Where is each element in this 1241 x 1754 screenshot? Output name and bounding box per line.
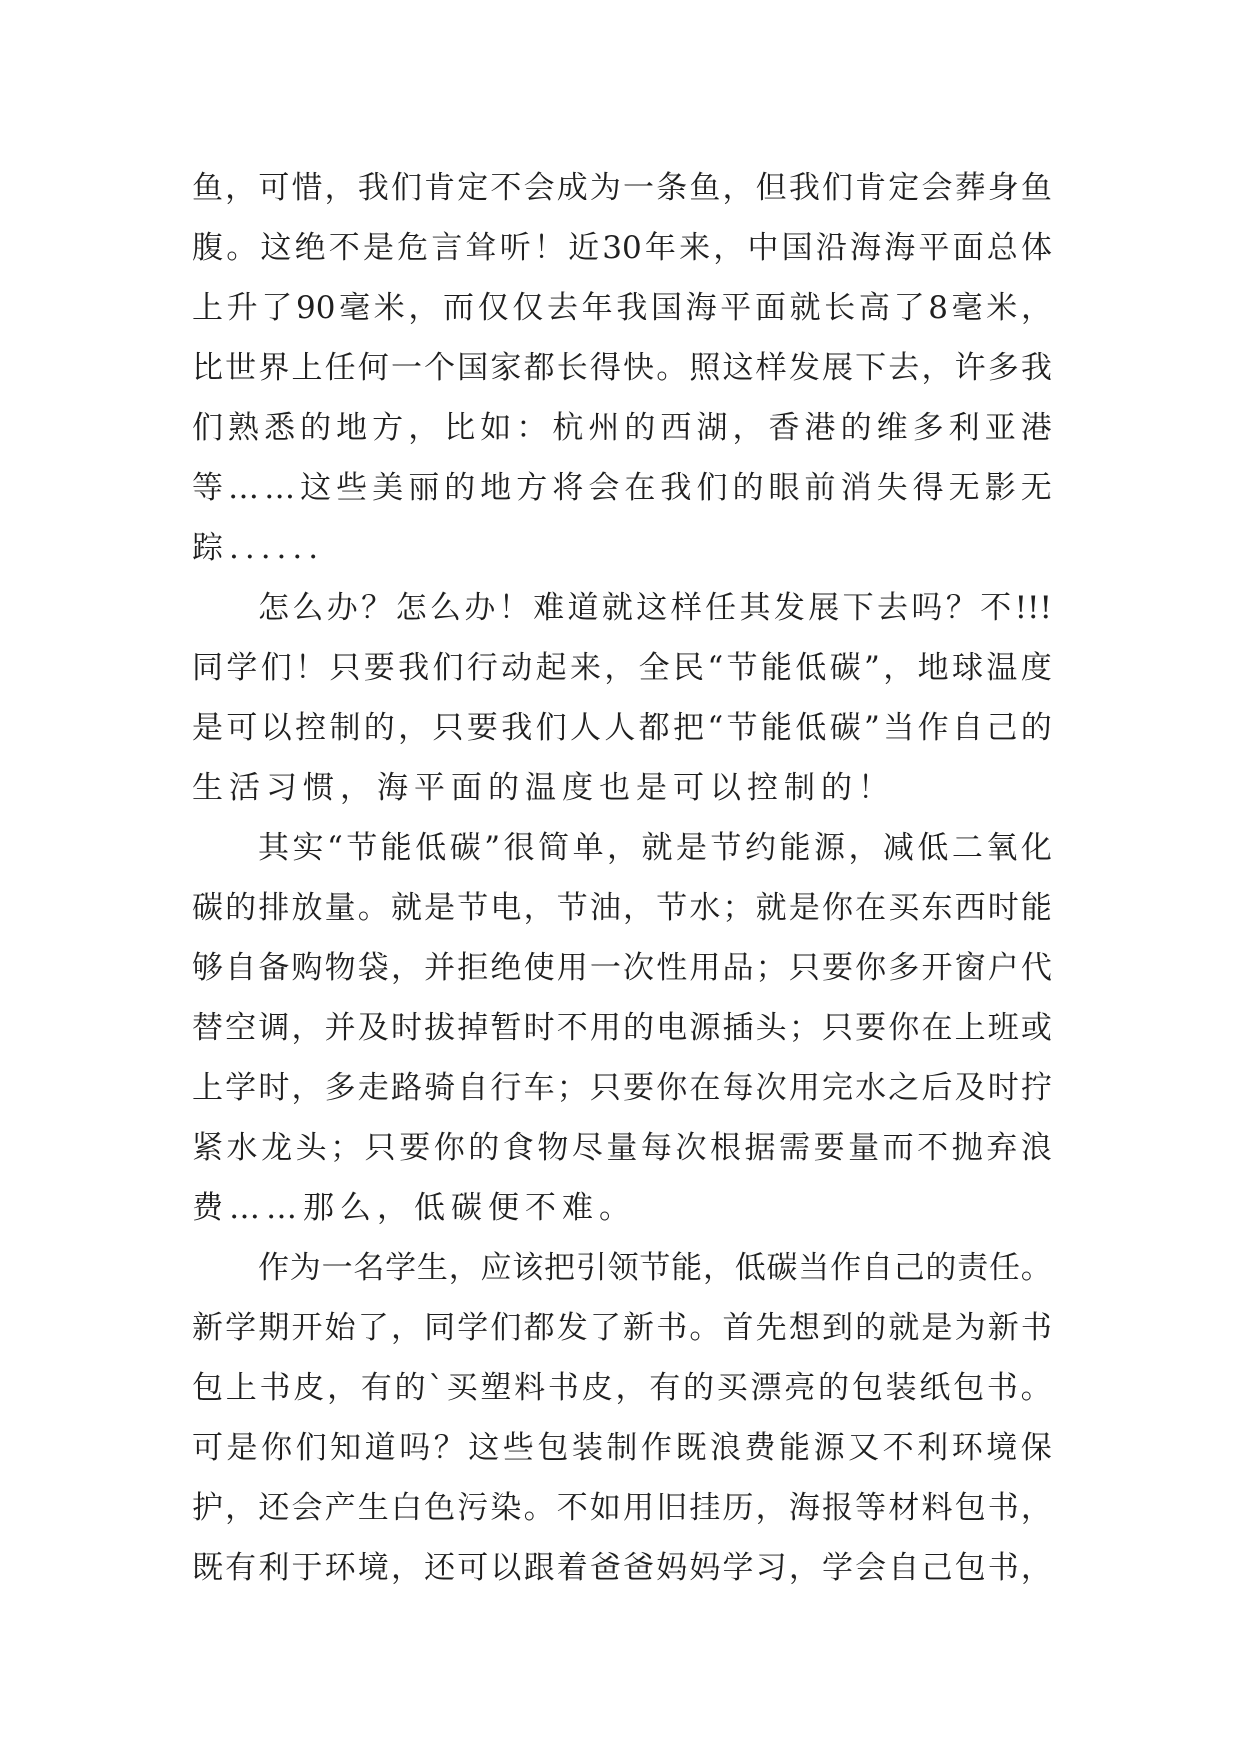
text-line: 既 有 利 于 环 境 ， 还 可 以 跟 着 爸 爸 妈 妈 学 习 ， 学 会 自 己 包 书 ， — [192, 1550, 1052, 1586]
text-line: 腹 。 这 绝 不 是 危 言 耸 听 ！ 近 30 年 来 ， 中 国 沿 海 海 平 面 总 体 — [192, 230, 1052, 266]
text-line: 可 是 你 们 知 道 吗 ？ 这 些 包 装 制 作 既 浪 费 能 源 又 不 利 环 境 保 — [192, 1430, 1052, 1466]
text-line: 费……那么，低碳便不难。 — [192, 1190, 636, 1226]
text-line: 怎 么 办 ？ 怎 么 办 ！ 难 道 就 这 样 任 其 发 展 下 去 吗 ？ 不 !!! — [258, 590, 1052, 626]
text-line: 等 … … 这 些 美 丽 的 地 方 将 会 在 我 们 的 眼 前 消 失 得 无 影 无 — [192, 470, 1052, 506]
text-line: 们 熟 悉 的 地 方 ， 比 如 ： 杭 州 的 西 湖 ， 香 港 的 维 多 利 亚 港 — [192, 410, 1052, 446]
text-line: 其 实 “ 节 能 低 碳 ” 很 简 单 ， 就 是 节 约 能 源 ， 减 低 二 氧 化 — [258, 830, 1052, 866]
text-line: 护 ， 还 会 产 生 白 色 污 染 。 不 如 用 旧 挂 历 ， 海 报 等 材 料 包 书 ， — [192, 1490, 1052, 1526]
text-line: 包 上 书 皮 ， 有 的 ` 买 塑 料 书 皮 ， 有 的 买 漂 亮 的 包 装 纸 包 书 。 — [192, 1370, 1052, 1406]
text-line: 新 学 期 开 始 了 ， 同 学 们 都 发 了 新 书 。 首 先 想 到 的 就 是 为 新 书 — [192, 1310, 1052, 1346]
text-line: 够 自 备 购 物 袋 ， 并 拒 绝 使 用 一 次 性 用 品 ； 只 要 你 多 开 窗 户 代 — [192, 950, 1052, 986]
text-line: 上 升 了 90 毫 米 ， 而 仅 仅 去 年 我 国 海 平 面 就 长 高 了 8 毫 米 ， — [192, 290, 1052, 326]
text-line: 紧 水 龙 头 ； 只 要 你 的 食 物 尽 量 每 次 根 据 需 要 量 而 不 抛 弃 浪 — [192, 1130, 1052, 1166]
text-line: 踪...... — [192, 530, 325, 566]
body-text — [192, 158, 1052, 1598]
text-line: 是 可 以 控 制 的 ， 只 要 我 们 人 人 都 把 “ 节 能 低 碳 ” 当 作 自 己 的 — [192, 710, 1052, 746]
text-line: 同 学 们 ！ 只 要 我 们 行 动 起 来 ， 全 民 “ 节 能 低 碳 ” ， 地 球 温 度 — [192, 650, 1052, 686]
text-line: 作 为 一 名 学 生 ， 应 该 把 引 领 节 能 ， 低 碳 当 作 自 己 的 责 任 。 — [258, 1250, 1052, 1286]
text-line: 替 空 调 ， 并 及 时 拔 掉 暂 时 不 用 的 电 源 插 头 ； 只 要 你 在 上 班 或 — [192, 1010, 1052, 1046]
text-line: 生活习惯，海平面的温度也是可以控制的！ — [192, 770, 895, 806]
text-line: 比 世 界 上 任 何 一 个 国 家 都 长 得 快 。 照 这 样 发 展 下 去 ， 许 多 我 — [192, 350, 1052, 386]
text-line: 碳 的 排 放 量 。 就 是 节 电 ， 节 油 ， 节 水 ； 就 是 你 在 买 东 西 时 能 — [192, 890, 1052, 926]
text-line: 上 学 时 ， 多 走 路 骑 自 行 车 ； 只 要 你 在 每 次 用 完 水 之 后 及 时 拧 — [192, 1070, 1052, 1106]
text-line: 鱼 ， 可 惜 ， 我 们 肯 定 不 会 成 为 一 条 鱼 ， 但 我 们 肯 定 会 葬 身 鱼 — [192, 170, 1052, 206]
